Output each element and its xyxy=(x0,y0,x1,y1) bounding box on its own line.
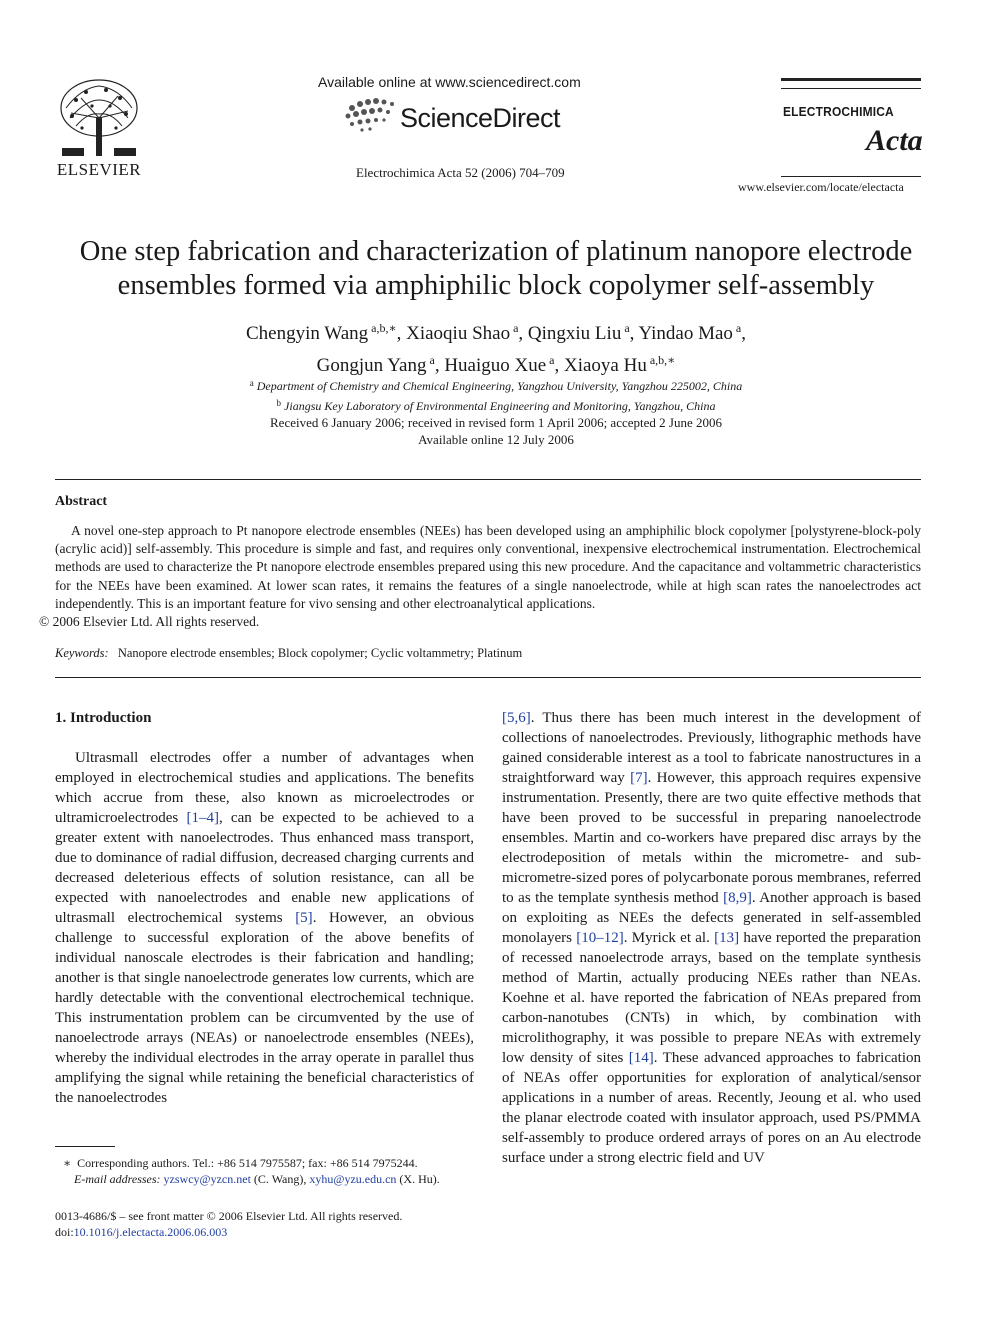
divider xyxy=(55,677,921,678)
elsevier-logo[interactable] xyxy=(52,78,146,178)
body-text: . These advanced approaches to fabrication of NEAs offer opportunities for exploration of analytical/sensor applications in a number of areas. Recently, Jeoung et al. who used the planar electrode coated with insulator approach, used PS/PMMA self-assembly to produce ordered arrays of pores on an Au electrode surface under a strong electric field and UV xyxy=(502,1050,921,1166)
keywords-list: Nanopore electrode ensembles; Block copolymer; Cyclic voltammetry; Platinum xyxy=(117,646,523,660)
author-affiliation-mark[interactable]: a xyxy=(732,321,742,335)
author-name[interactable]: Xiaoqiu Shao xyxy=(406,323,511,344)
paragraph xyxy=(55,748,474,1108)
section-heading: 1. Introduction xyxy=(55,710,152,726)
email-owner: (C. Wang), xyxy=(250,1172,310,1186)
issn-line: 0013-4686/$ – see front matter © 2006 Elsevier Ltd. All rights reserved. xyxy=(55,1209,403,1223)
footnote-line xyxy=(55,1155,474,1171)
journal-logo-rule xyxy=(781,88,921,89)
left-column xyxy=(55,708,474,1108)
author-name[interactable]: Gongjun Yang xyxy=(316,355,427,376)
footnote-corresponding: Corresponding authors. Tel.: +86 514 7975587; fax: +86 514 7975244. xyxy=(77,1156,418,1170)
body-text: , can be expected to be achieved to a greater extent with nanoelectrodes. Thus enhanced mass transport, due to dominance of radial diffusion, decreased charging currents and decreased deleterious effects of solution resistance, can all be expected with nanoelectrodes and enable new applications of ultrasmall electrochemical systems xyxy=(55,810,474,926)
journal-logo-word: ELECTROCHIMICA xyxy=(783,104,894,119)
body-text: have reported the preparation of recessed nanoelectrode arrays, based on the template synthesis method of Martin, actually producing NEEs rather than NEAs. Koehne et al. have reported the fabrication of NEAs prepared from carbon-nanotubes (CNTs) in which, by combination with microlithography, it was possible to prepare NEAs with extremely low density of sites xyxy=(502,930,922,1066)
affiliation-text: Department of Chemistry and Chemical Engineering, Yangzhou University, Yangzhou 225002, China xyxy=(256,379,743,393)
elsevier-tree-icon xyxy=(56,78,142,158)
author-name[interactable]: Qingxiu Liu xyxy=(527,323,622,344)
author-name[interactable]: Xiaoya Hu xyxy=(563,355,647,376)
journal-logo-rule xyxy=(781,176,921,177)
author-affiliation-mark[interactable]: a,b,∗ xyxy=(368,321,397,335)
received-dates: Received 6 January 2006; received in revised form 1 April 2006; accepted 2 June 2006 xyxy=(270,415,722,430)
article-title xyxy=(40,235,952,303)
available-online-text[interactable]: Available online at www.sciencedirect.com xyxy=(318,74,581,90)
abstract-text: A novel one-step approach to Pt nanopore electrode ensembles (NEEs) has been developed using an amphiphilic block copolymer [polystyrene-block-poly (acrylic acid)] self-assembly. This procedure is simple and fast, and requires only conventional, inexpensive electrochemical instrumentation. Electrochemical methods are used to characterize the Pt nanopore electrode ensembles prepared using this new procedure. And the capacitance and voltammetric characteristics for the NEEs have been examined. At lower scan rates, it remains the features of a single nanoelectrode, while at high scan rates the nanoelectrodes act independently. This is an important feature for vivo sensing and other electroanalytical applications. xyxy=(55,523,921,611)
sciencedirect-wordmark[interactable]: ScienceDirect xyxy=(400,103,561,133)
author-name[interactable]: Huaiguo Xue xyxy=(444,355,547,376)
citation-link[interactable]: [13] xyxy=(714,930,740,946)
body-text: . Thus there has been much interest in the development of collections of nanoelectrodes. Previously, lithographic methods have gained considerable interest as a tool to fabricate nanostructures in a straightforward way xyxy=(502,710,921,786)
front-matter xyxy=(55,1208,402,1240)
citation-link[interactable]: [1–4] xyxy=(186,810,219,826)
keywords-label: Keywords: xyxy=(55,646,109,660)
citation-link[interactable]: [14] xyxy=(628,1050,654,1066)
affiliations xyxy=(60,375,932,415)
citation-link[interactable]: [5] xyxy=(295,910,313,926)
abstract-copyright: © 2006 Elsevier Ltd. All rights reserved. xyxy=(39,614,260,630)
journal-logo-rule xyxy=(781,78,921,81)
author-affiliation-mark[interactable]: a xyxy=(510,321,519,335)
body-text: . However, an obvious challenge to successful exploration of the above benefits of individual nanoscale electrodes is their fabrication and handling; another is that single nanoelectrode generates low currents, which are hardly detectable with the conventional electrochemical technique. This instrumentation problem can be circumvented by the use of nanoelectrode arrays (NEAs) or nanoelectrode ensembles (NEEs), whereby the individual electrodes in the array operate in parallel thus amplifying the signal while retaining the beneficial characteristics of the nanoelectrodes xyxy=(55,910,474,1106)
citation-link[interactable]: [10–12] xyxy=(576,930,624,946)
available-date: Available online 12 July 2006 xyxy=(418,432,574,447)
author-affiliation-mark[interactable]: a xyxy=(546,353,555,367)
keywords xyxy=(55,646,522,661)
footnote-rule xyxy=(55,1146,115,1147)
affiliation xyxy=(60,375,932,395)
body-text: . However, this approach requires expensive instrumentation. Presently, there are two quite effective methods that have been proved to be successful in preparing nanoelectrode ensembles. Martin and co-workers have prepared disc arrays by the electrodeposition of metals within the micrometre- and sub-micrometre-sized pores of polycarbonate porous membranes, referred to as the template synthesis method xyxy=(502,770,921,906)
divider xyxy=(55,479,921,480)
email-link[interactable]: yzswcy@yzcn.net xyxy=(163,1172,251,1186)
author-line xyxy=(60,315,932,347)
body-text: Ultrasmall electrodes offer a number of advantages when employed in electrochemical studies and applications. The benefits which accrue from these, also known as microelectrodes or ultramicroelectrodes xyxy=(55,750,474,826)
publisher-name: ELSEVIER xyxy=(56,160,142,179)
email-owner: (X. Hu). xyxy=(396,1172,440,1186)
footnote-mark: ∗ xyxy=(63,1156,72,1170)
author-name[interactable]: Yindao Mao xyxy=(638,323,733,344)
title-line: One step fabrication and characterization of platinum nanopore electrode xyxy=(79,236,913,267)
journal-url-link[interactable]: www.elsevier.com/locate/electacta xyxy=(738,180,904,194)
sciencedirect-logo-icon[interactable] xyxy=(342,96,402,136)
citation-link[interactable]: [7] xyxy=(630,770,648,786)
doi-label: doi: xyxy=(55,1225,74,1239)
affiliation xyxy=(60,395,932,415)
journal-logo-acta: Acta xyxy=(866,124,923,157)
title-line: ensembles formed via amphiphilic block copolymer self-assembly xyxy=(117,270,875,301)
email-label: E-mail addresses: xyxy=(74,1172,161,1186)
citation-link[interactable]: [5,6] xyxy=(502,710,531,726)
author-name[interactable]: Chengyin Wang xyxy=(245,323,369,344)
affiliation-text: Jiangsu Key Laboratory of Environmental Engineering and Monitoring, Yangzhou, China xyxy=(284,399,716,413)
journal-citation: Electrochimica Acta 52 (2006) 704–709 xyxy=(356,165,565,180)
footnote-line xyxy=(55,1171,474,1187)
author-separator: , xyxy=(434,355,445,376)
author-list xyxy=(60,315,932,379)
paragraph xyxy=(502,708,921,1168)
author-separator: , xyxy=(554,355,564,376)
footnote xyxy=(55,1155,474,1187)
body-text: . Another approach is based on exploiting as NEEs the defects generated in self-assembled monolayers xyxy=(502,890,921,946)
author-separator: , xyxy=(518,323,528,344)
author-affiliation-mark[interactable]: a,b,∗ xyxy=(646,353,676,367)
body-text: . Myrick et al. xyxy=(623,930,715,946)
abstract-body xyxy=(39,522,921,631)
author-separator: , xyxy=(396,323,407,344)
author-separator: , xyxy=(741,323,746,344)
right-column xyxy=(502,708,921,1168)
affiliation-mark: a xyxy=(249,378,254,388)
citation-link[interactable]: [8,9] xyxy=(723,890,752,906)
abstract-heading: Abstract xyxy=(55,494,108,509)
affiliation-mark: b xyxy=(276,398,282,408)
article-dates xyxy=(60,414,932,448)
email-link[interactable]: xyhu@yzu.edu.cn xyxy=(309,1172,397,1186)
author-affiliation-mark[interactable]: a xyxy=(621,321,630,335)
author-affiliation-mark[interactable]: a xyxy=(426,353,435,367)
doi-line xyxy=(55,1224,402,1240)
doi-link[interactable]: 10.1016/j.electacta.2006.06.003 xyxy=(73,1225,228,1239)
author-separator: , xyxy=(629,323,639,344)
